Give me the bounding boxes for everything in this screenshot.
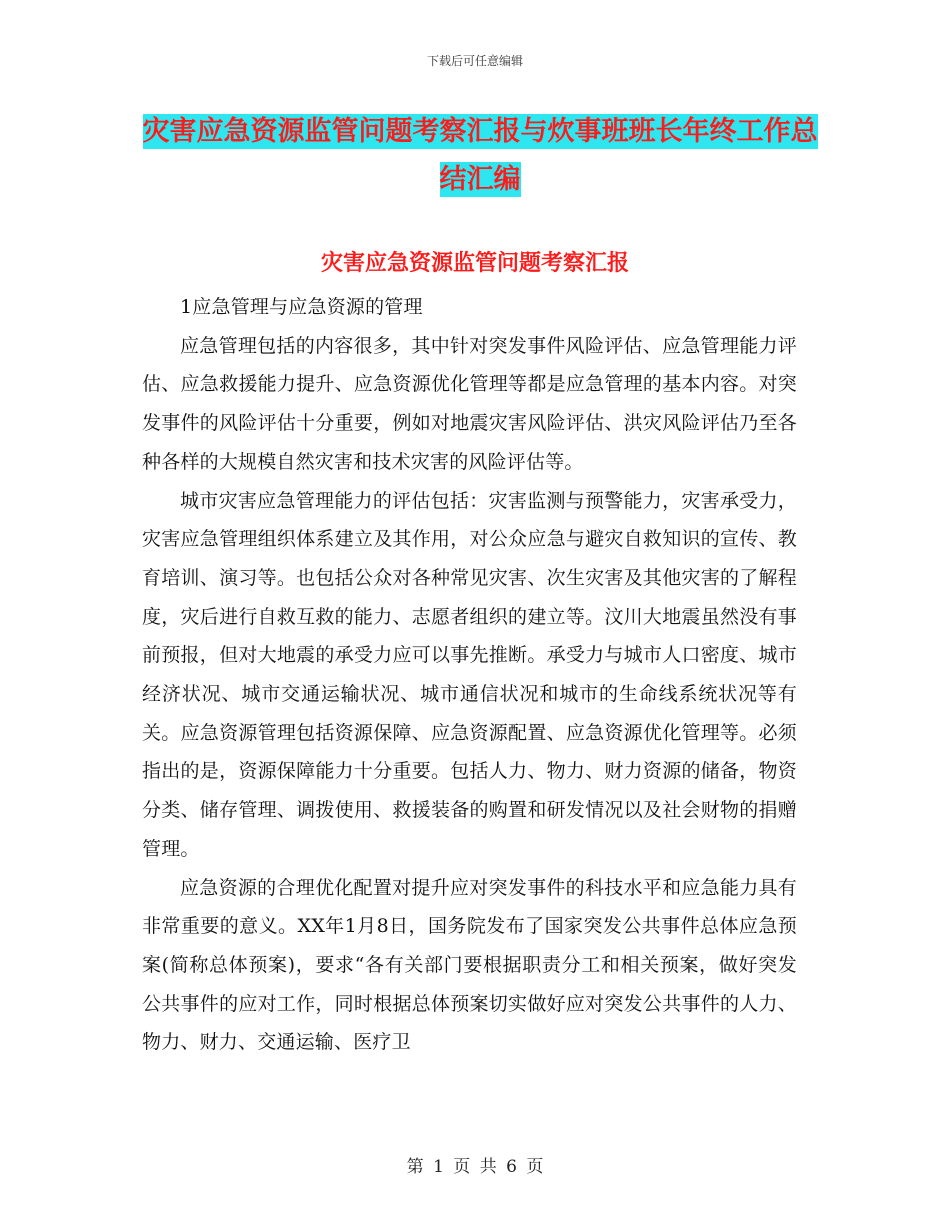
body-text: [142, 288, 797, 1062]
paragraph: 应急管理包括的内容很多，其中针对突发事件风险评估、应急管理能力评估、应急救援能力提升、应急资源优化管理等都是应急管理的基本内容。对突发事件的风险评估十分重要，例如对地震灾害风险评估、洪灾风险评估乃至各种各样的大规模自然灾害和技术灾害的风险评估等。: [142, 334, 797, 473]
document-title-text: 灾害应急资源监管问题考察汇报与炊事班班长年终工作总结汇编: [142, 116, 818, 195]
paragraph: 应急资源的合理优化配置对提升应对突发事件的科技水平和应急能力具有非常重要的意义。XX年1月8日，国务院发布了国家突发公共事件总体应急预案(简称总体预案)，要求“各有关部门要根据职责分工和相关预案，做好突发公共事件的应对工作，同时根据总体预案切实做好应对突发公共事件的人力、物力、财力、交通运输、医疗卫: [142, 876, 797, 1054]
header-note: 下载后可任意编辑: [426, 54, 523, 68]
paragraph: 城市灾害应急管理能力的评估包括：灾害监测与预警能力，灾害承受力，灾害应急管理组织体系建立及其作用，对公众应急与避灾自救知识的宣传、教育培训、演习等。也包括公众对各种常见灾害、次生灾害及其他灾害的了解程度，灾后进行自救互救的能力、志愿者组织的建立等。汶川大地震虽然没有事前预报，但对大地震的承受力应可以事先推断。承受力与城市人口密度、城市经济状况、城市交通运输状况、城市通信状况和城市的生命线系统状况等有关。应急资源管理包括资源保障、应急资源配置、应急资源优化管理等。必须指出的是，资源保障能力十分重要。包括人力、物力、财力资源的储备，物资分类、储存管理、调拨使用、救援装备的购置和研发情况以及社会财物的捐赠管理。: [142, 489, 797, 860]
page-footer: 第 1 页 共 6 页: [406, 1157, 544, 1177]
document-title: [140, 108, 820, 204]
section-title: 灾害应急资源监管问题考察汇报: [320, 250, 629, 276]
paragraph-heading: 1应急管理与应急资源的管理: [180, 296, 423, 318]
